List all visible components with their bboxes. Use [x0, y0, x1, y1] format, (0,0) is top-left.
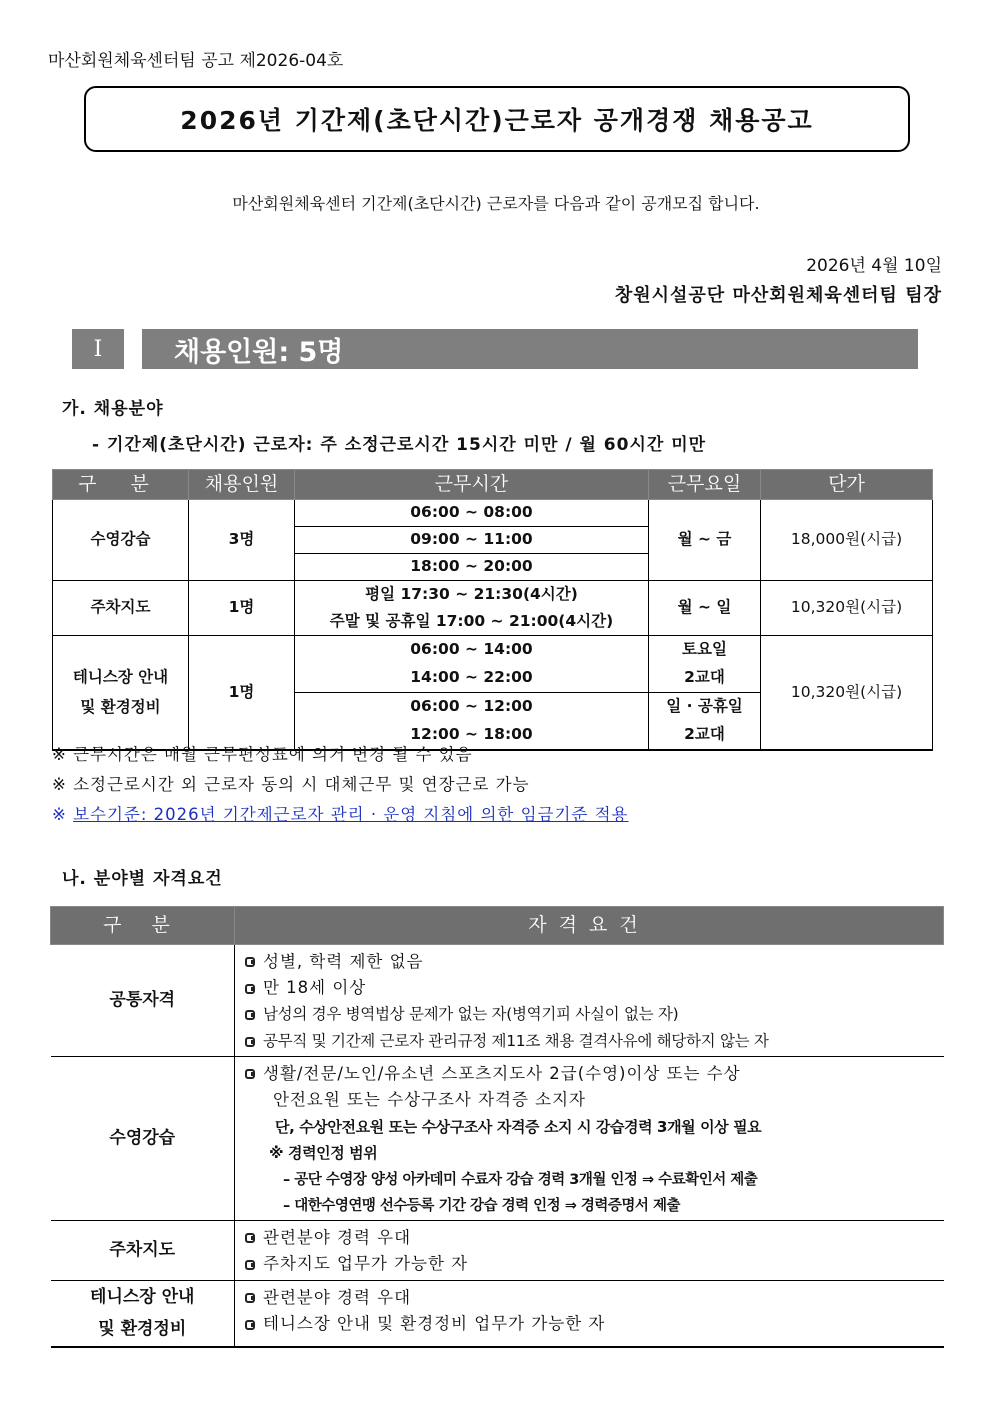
parking-time-1: 평일 17:30 ~ 21:30(4시간) [365, 585, 578, 603]
table-header-row [51, 907, 944, 945]
tennis-days-sat-1: 토요일 [682, 640, 727, 659]
section-number: Ⅰ [72, 329, 124, 369]
section-title: 채용인원: 5명 [142, 329, 918, 369]
list-item [245, 949, 944, 976]
recruit-field-line: - 기간제(초단시간) 근로자: 주 소정근로시간 15시간 미만 / 월 60시간 미만 [92, 435, 707, 455]
square-bullet-icon [245, 1037, 255, 1047]
subheading-requirements: 나. 분야별 자격요건 [62, 869, 223, 889]
col-header-pay: 단가 [761, 470, 933, 500]
parking-category: 주차지도 [53, 581, 189, 636]
req-swim-category: 수영강습 [51, 1057, 235, 1221]
req-parking-item-2: 주차지도 업무가 가능한 자 [263, 1254, 469, 1274]
tennis-count: 1명 [189, 636, 295, 750]
square-bullet-icon [245, 1320, 255, 1330]
list-item [245, 1312, 944, 1339]
swim-days: 월 ~ 금 [649, 500, 761, 581]
req-tennis-item-1: 관련분야 경력 우대 [263, 1287, 412, 1307]
req-common-item-2: 만 18세 이상 [263, 978, 367, 998]
req-header-qualification: 자격요건 [235, 907, 944, 945]
tennis-category-line1: 테니스장 안내 [72, 668, 169, 687]
req-header-category: 구 분 [51, 907, 235, 945]
list-item [245, 1029, 944, 1056]
col-header-hours: 근무시간 [295, 470, 649, 500]
list-item [245, 1285, 944, 1312]
tennis-pay: 10,320원(시급) [761, 636, 933, 750]
swim-time-1: 06:00 ~ 08:00 [295, 500, 649, 527]
tennis-days-sun-1: 일 · 공휴일 [666, 697, 743, 716]
square-bullet-icon [245, 1293, 255, 1303]
req-tennis-item-2: 테니스장 안내 및 환경정비 업무가 가능한 자 [263, 1314, 606, 1334]
subheading-recruit-field: 가. 채용분야 [62, 399, 164, 419]
req-tennis-category-line1: 테니스장 안내 [90, 1287, 195, 1307]
req-common-item-4: 공무직 및 기간제 근로자 관리규정 제11조 채용 결격사유에 해당하지 않는 자 [263, 1031, 769, 1050]
parking-time-2: 주말 및 공휴일 17:00 ~ 21:00(4시간) [329, 612, 614, 631]
requirements-table [50, 906, 944, 1348]
tennis-days-sun [649, 693, 761, 750]
note-overtime: ※ 소정근로시간 외 근로자 동의 시 대체근무 및 연장근로 가능 [52, 775, 530, 794]
list-item [245, 976, 944, 1003]
req-common-category: 공통자격 [51, 945, 235, 1057]
req-swim-range-1: – 공단 수영장 양성 아카데미 수료자 강습 경력 3개월 인정 ⇒ 수료확인서 제출 [283, 1171, 758, 1188]
req-tennis-category-line2: 및 환경정비 [98, 1319, 187, 1340]
table-row [51, 945, 944, 1057]
tennis-category-line2: 및 환경정비 [80, 697, 161, 716]
req-swim-range-title: ※ 경력인정 범위 [269, 1144, 378, 1163]
square-bullet-icon [245, 1233, 255, 1243]
req-common-item-3: 남성의 경우 병역법상 문제가 없는 자(병역기피 사실이 없는 자) [263, 1005, 679, 1024]
square-bullet-icon [245, 957, 255, 967]
parking-count: 1명 [189, 581, 295, 636]
list-item [245, 1002, 944, 1029]
req-common-list [235, 945, 944, 1057]
parking-times [295, 581, 649, 636]
swim-category: 수영강습 [53, 500, 189, 581]
title-box [84, 86, 910, 152]
tennis-time-3: 06:00 ~ 12:00 [410, 697, 533, 716]
col-header-days: 근무요일 [649, 470, 761, 500]
table-row [53, 581, 933, 636]
col-header-category: 구 분 [53, 470, 189, 500]
table-row [51, 1221, 944, 1281]
tennis-times-sat [295, 636, 649, 693]
square-bullet-icon [245, 1260, 255, 1270]
page-title: 2026년 기간제(초단시간)근로자 공개경쟁 채용공고 [180, 106, 814, 135]
list-item [245, 1061, 944, 1088]
tennis-time-2: 14:00 ~ 22:00 [410, 668, 533, 687]
square-bullet-icon [245, 1069, 255, 1079]
recruit-table [52, 469, 933, 751]
parking-pay: 10,320원(시급) [761, 581, 933, 636]
note-pay-text: 보수기준: 2026년 기간제근로자 관리 · 운영 지침에 의한 임금기준 적용 [73, 805, 629, 824]
square-bullet-icon [245, 1010, 255, 1020]
swim-time-2: 09:00 ~ 11:00 [295, 527, 649, 554]
col-header-count: 채용인원 [189, 470, 295, 500]
tennis-days-sat-2: 2교대 [684, 668, 725, 687]
req-common-item-1: 성별, 학력 제한 없음 [263, 951, 424, 971]
tennis-time-1: 06:00 ~ 14:00 [410, 640, 533, 659]
issuer: 창원시설공단 마산회원체육센터팀 팀장 [614, 285, 942, 306]
note-hours: ※ 근무시간은 매월 근무편성표에 의거 변경 될 수 있음 [52, 745, 473, 764]
req-parking-item-1: 관련분야 경력 우대 [263, 1227, 412, 1247]
notice-date: 2026년 4월 10일 [806, 256, 942, 276]
swim-time-3: 18:00 ~ 20:00 [295, 554, 649, 581]
req-parking-list [235, 1221, 944, 1281]
req-swim-item-1: 생활/전문/노인/유소년 스포츠지도사 2급(수영)이상 또는 수상 [263, 1063, 741, 1083]
table-row [51, 1057, 944, 1221]
swim-count: 3명 [189, 500, 295, 581]
req-swim-range-2: – 대한수영연맹 선수등록 기간 강습 경력 인정 ⇒ 경력증명서 제출 [283, 1198, 681, 1215]
tennis-time-4: 12:00 ~ 18:00 [410, 724, 533, 743]
list-item [245, 1252, 944, 1279]
req-parking-category: 주차지도 [51, 1221, 235, 1281]
tennis-category [53, 636, 189, 750]
table-row [53, 500, 933, 527]
table-row [53, 636, 933, 693]
req-swim-list [235, 1057, 944, 1221]
table-header-row [53, 470, 933, 500]
square-bullet-icon [245, 984, 255, 994]
tennis-days-sun-2: 2교대 [684, 724, 725, 743]
table-row [51, 1281, 944, 1347]
req-swim-condition: 단, 수상안전요원 또는 수상구조사 자격증 소지 시 강습경력 3개월 이상 필요 [275, 1117, 762, 1136]
tennis-days-sat [649, 636, 761, 693]
notice-number: 마산회원체육센터팀 공고 제2026-04호 [48, 51, 344, 71]
req-swim-item-1-cont: 안전요원 또는 수상구조사 자격증 소지자 [273, 1090, 586, 1110]
note-pay-standard [52, 801, 629, 825]
intro-text: 마산회원체육센터 기간제(초단시간) 근로자를 다음과 같이 공개모집 합니다. [232, 194, 760, 213]
req-tennis-list [235, 1281, 944, 1347]
req-tennis-category [51, 1281, 235, 1347]
note-pay-mark: ※ [52, 805, 67, 824]
list-item [245, 1225, 944, 1252]
parking-days: 월 ~ 일 [649, 581, 761, 636]
swim-pay: 18,000원(시급) [761, 500, 933, 581]
